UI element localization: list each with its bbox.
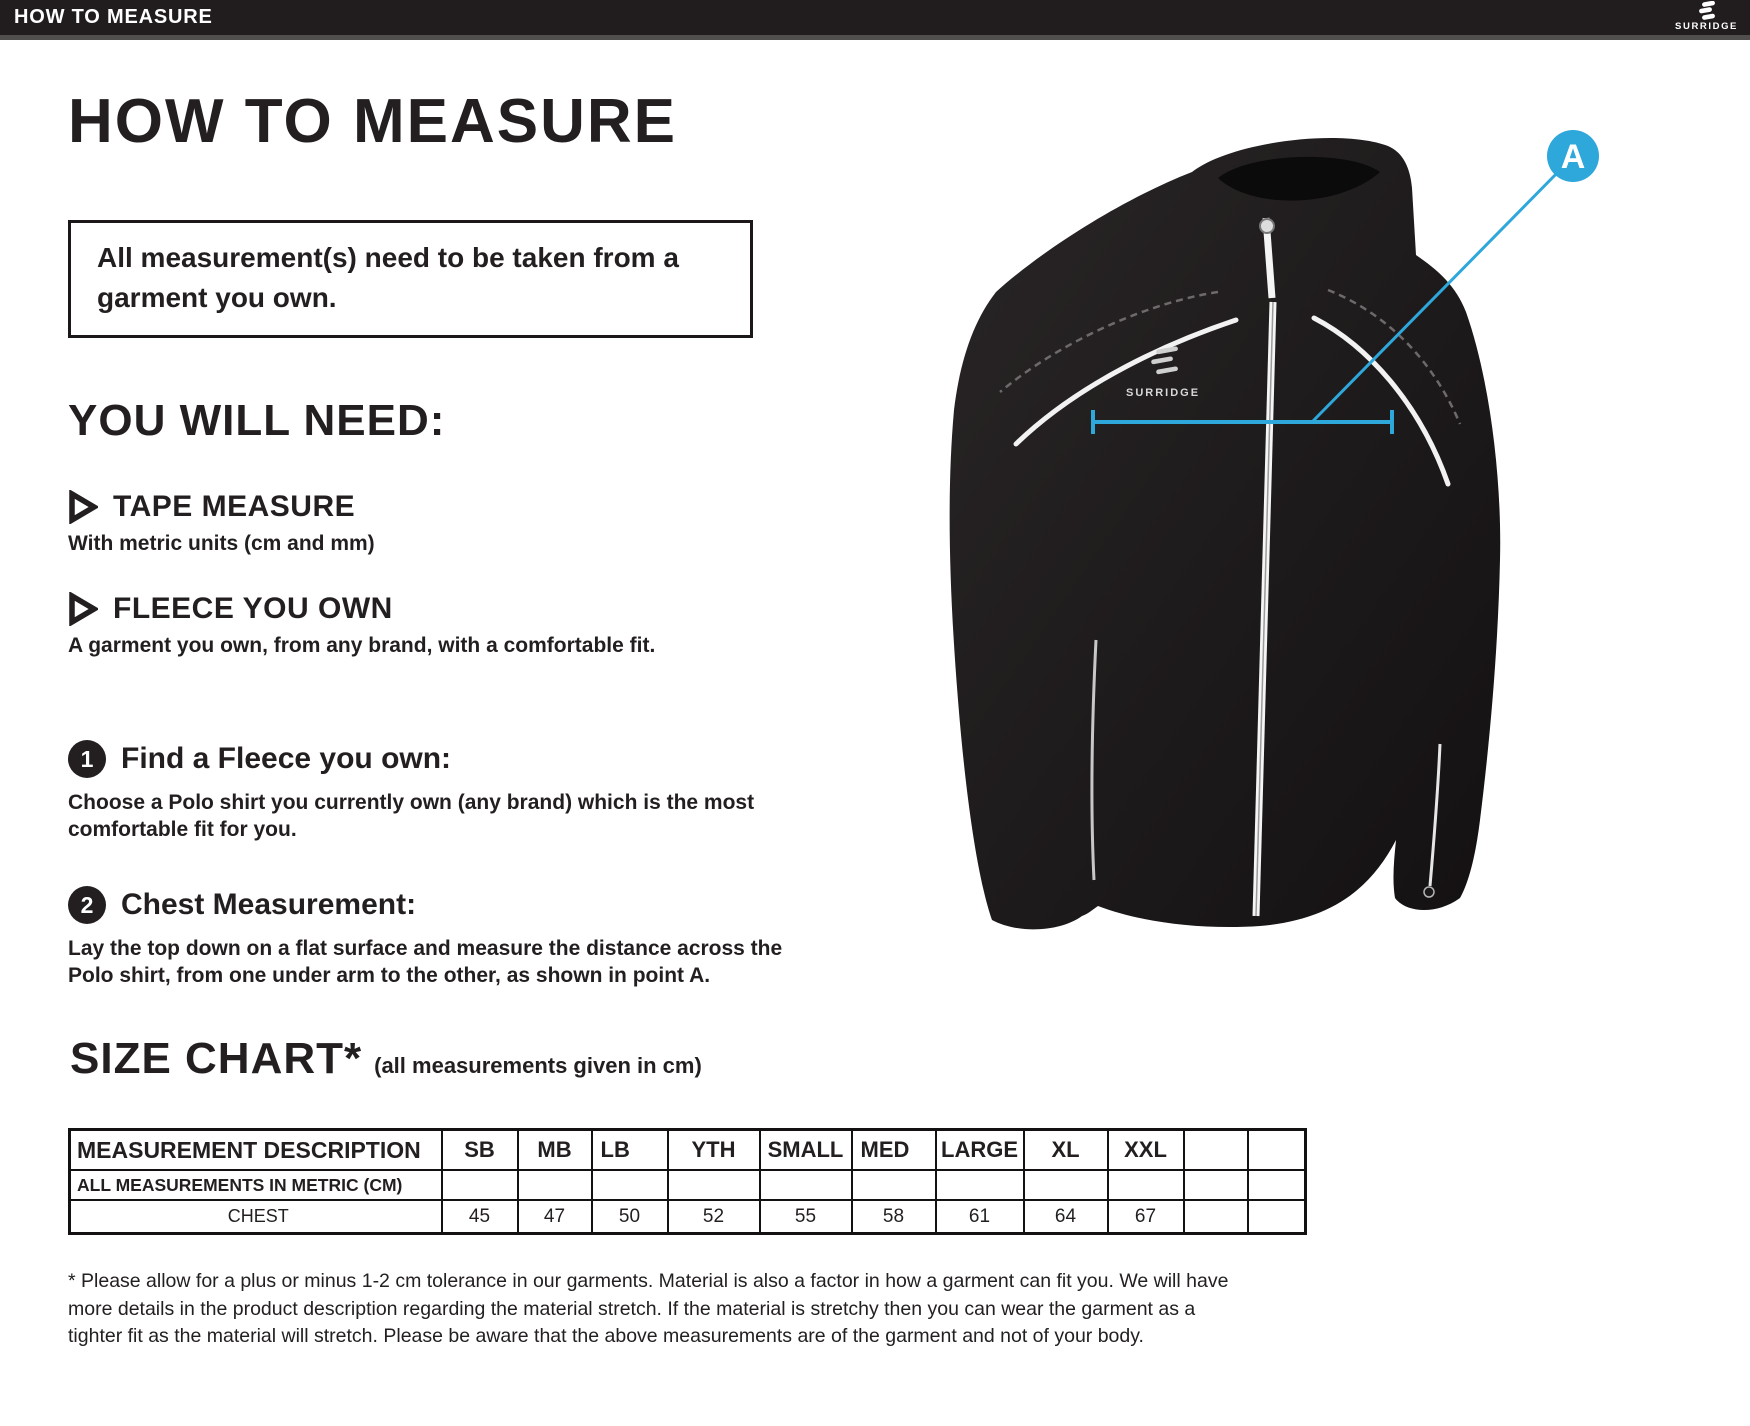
jacket-body (950, 138, 1501, 929)
col-header-empty (1184, 1130, 1248, 1171)
step-description: Lay the top down on a flat surface and measure the distance across the Polo shirt, from one under arm to the other, as shown in point A. (68, 937, 783, 987)
page-title: HOW TO MEASURE (68, 87, 677, 156)
notice-box (68, 220, 753, 338)
cell (442, 1170, 518, 1200)
step-2 (68, 886, 816, 989)
jacket-illustration (900, 80, 1700, 960)
top-bar-title: HOW TO MEASURE (14, 6, 213, 28)
cell-chest-small: 55 (760, 1200, 852, 1234)
col-header-lb: LB (592, 1130, 668, 1171)
cell (1248, 1200, 1306, 1234)
step-description: Choose a Polo shirt you currently own (any brand) which is the most comfortable fit for you. (68, 791, 755, 841)
cell-chest-xxl: 67 (1108, 1200, 1184, 1234)
cell-chest-xl: 64 (1024, 1200, 1108, 1234)
triangle-bullet-icon (68, 592, 98, 626)
need-item-title: TAPE MEASURE (113, 490, 356, 523)
need-item-description: A garment you own, from any brand, with a comfortable fit. (68, 634, 656, 657)
col-header-mb: MB (518, 1130, 592, 1171)
size-chart-subheading: (all measurements given in cm) (374, 1053, 702, 1078)
step-title: Find a Fleece you own: (121, 742, 452, 775)
footnote-line: * Please allow for a plus or minus 1-2 cm tolerance in our garments. Material is also a factor in how a garment can fit you. We will have (68, 1270, 1229, 1292)
notice-text: All measurement(s) need to be taken from a garment you own. (97, 242, 679, 313)
row-label: ALL MEASUREMENTS IN METRIC (CM) (70, 1170, 442, 1200)
col-header-sb: SB (442, 1130, 518, 1171)
you-will-need-heading: YOU WILL NEED: (68, 396, 446, 445)
col-header-small: SMALL (760, 1130, 852, 1171)
jacket-photo (900, 80, 1700, 960)
cell (936, 1170, 1024, 1200)
jacket-chest-logo-text: SURRIDGE (1126, 387, 1201, 399)
cell-chest-sb: 45 (442, 1200, 518, 1234)
cell-chest-mb: 47 (518, 1200, 592, 1234)
point-a-badge (1547, 130, 1599, 182)
point-a-label: A (1560, 138, 1586, 176)
step-number-badge: 2 (68, 886, 106, 924)
col-header-xl: XL (1024, 1130, 1108, 1171)
surridge-logo-text: SURRIDGE (1675, 21, 1738, 32)
cell-chest-med: 58 (852, 1200, 936, 1234)
pocket-zip-pull (1424, 887, 1434, 897)
footnote-line: more details in the product description regarding the material stretch. If the material is stretchy then you can wear the garment as a (68, 1297, 1196, 1320)
surridge-logo (1675, 1, 1738, 32)
step-1 (68, 740, 816, 843)
cell-chest-large: 61 (936, 1200, 1024, 1234)
cell (1108, 1170, 1184, 1200)
footnote-line: tighter fit as the material will stretch. Please be aware that the above measurements are of the garment and not of your body. (68, 1325, 1144, 1347)
cell (760, 1170, 852, 1200)
col-header-large: LARGE (936, 1130, 1024, 1171)
cell (592, 1170, 668, 1200)
size-chart-table (68, 1128, 1307, 1235)
top-bar (0, 0, 1750, 40)
need-item-tape-measure (68, 490, 375, 556)
footnote (68, 1268, 1318, 1351)
need-item-description: With metric units (cm and mm) (68, 532, 375, 555)
row-label: CHEST (70, 1200, 442, 1234)
cell (852, 1170, 936, 1200)
col-header-yth: YTH (668, 1130, 760, 1171)
cell (1184, 1200, 1248, 1234)
table-row-chest (70, 1200, 1306, 1234)
col-header-description: MEASUREMENT DESCRIPTION (70, 1130, 442, 1171)
surridge-logo-icon (1694, 1, 1720, 21)
triangle-bullet-icon (68, 490, 98, 524)
col-header-empty (1248, 1130, 1306, 1171)
zip-pull (1260, 219, 1274, 233)
cell (1024, 1170, 1108, 1200)
col-header-med: MED (852, 1130, 936, 1171)
size-chart-heading: SIZE CHART* (70, 1034, 363, 1083)
cell-chest-lb: 50 (592, 1200, 668, 1234)
cell (518, 1170, 592, 1200)
need-item-fleece (68, 592, 655, 658)
cell (1248, 1170, 1306, 1200)
cell-chest-yth: 52 (668, 1200, 760, 1234)
step-number-badge: 1 (68, 740, 106, 778)
table-row-metric-note (70, 1170, 1306, 1200)
cell (668, 1170, 760, 1200)
table-header-row (70, 1130, 1306, 1171)
need-item-title: FLEECE YOU OWN (113, 592, 393, 625)
cell (1184, 1170, 1248, 1200)
step-title: Chest Measurement: (121, 888, 417, 921)
col-header-xxl: XXL (1108, 1130, 1184, 1171)
size-chart-heading-row (70, 1034, 702, 1084)
